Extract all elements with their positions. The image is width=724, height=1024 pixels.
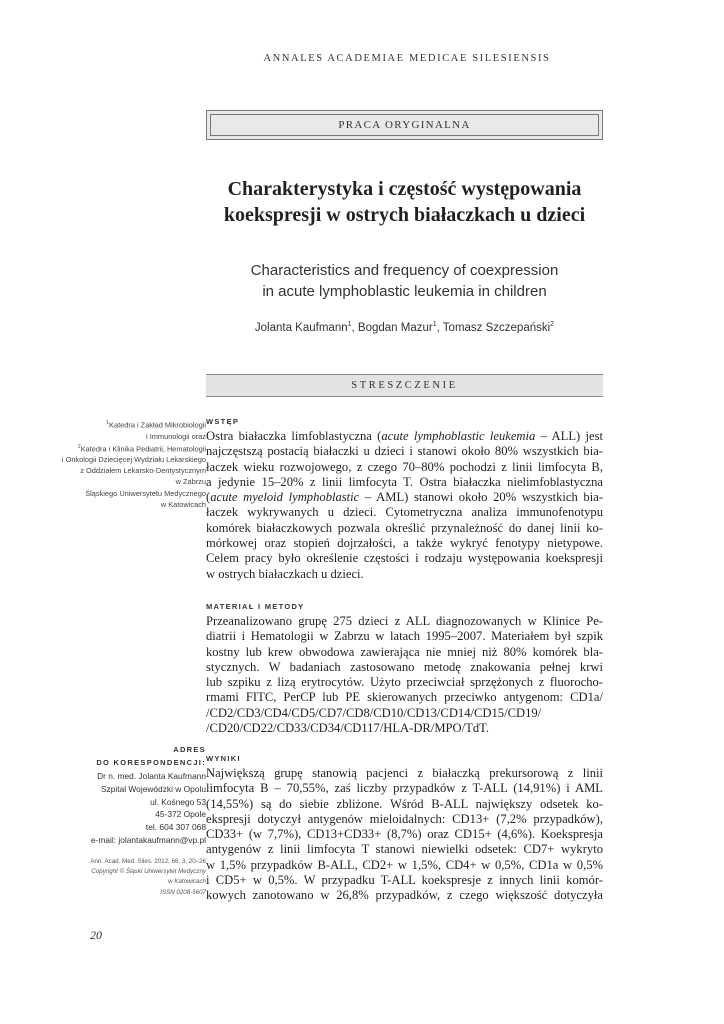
- section-heading: WSTĘP: [206, 417, 240, 426]
- text-line: Celem pracy było określenie częstości i rodzaju występowania koekspresji: [206, 551, 603, 566]
- correspondence-line: ul. Kośnego 53: [150, 796, 206, 807]
- text-line: /CD20/CD22/CD33/CD34/CD117/HLA-DR/MPO/TdT.: [206, 721, 490, 736]
- correspondence-address: [91, 770, 206, 847]
- text-line: Ostra białaczka limfoblastyczna (acute lymphoblastic leukemia – ALL) jest: [206, 429, 603, 443]
- text-line: mórkowej oraz stopień dojrzałości, a także wykryć fenotypy nietypowe.: [206, 536, 603, 551]
- text-line: łaczek wieku rozwojowego, z czego 70–80% pochodzi z linii limfocyta B,: [206, 459, 603, 474]
- section-paragraph: [206, 614, 603, 736]
- text-line: /CD2/CD3/CD4/CD5/CD7/CD8/CD10/CD13/CD14/CD15/CD19/: [206, 705, 542, 720]
- correspondence-heading-line: DO KORESPONDENCJI:: [96, 758, 206, 767]
- correspondence-heading: [96, 743, 206, 769]
- correspondence-line: 45-372 Opole: [155, 809, 206, 820]
- section-paragraph: [206, 766, 603, 904]
- author-name: Bogdan Mazur: [357, 321, 433, 334]
- title-polish: [206, 176, 603, 228]
- affiliation-mark: 1: [106, 420, 110, 426]
- text-line: Największą grupę stanowią pacjenci z białaczką prekursorową z linii: [206, 766, 603, 780]
- issn-line: ISSN 0208-5607: [160, 888, 206, 896]
- text-line: kowych zanotowano w 26,8% przypadków, z czego większość dotyczyła: [206, 888, 603, 903]
- author-affiliation-mark: 1: [432, 321, 437, 328]
- author-name: Jolanta Kaufmann: [254, 321, 348, 334]
- abstract-label-bar: STRESZCZENIE: [206, 374, 603, 397]
- affiliation-line: w Katowicach: [160, 499, 206, 509]
- text-line: łaczek wykrywanych u dzieci. Cytometryczna analiza immunofenotypu: [206, 505, 603, 520]
- text-line: komórek białaczkowych pozwala określić przynależność do danej linii ko-: [206, 520, 603, 535]
- section-heading: MATERIAŁ I METODY: [206, 602, 305, 611]
- title-english-line: in acute lymphoblastic leukemia in children: [262, 283, 547, 300]
- author-list: [206, 321, 603, 334]
- text-line: stycznych. W badaniach zastosowano metodę znakowania pełnej krwi: [206, 659, 603, 674]
- text-line: i CD5+ w 0,5%. W przypadku T-ALL koekspresje z innych linii komór-: [206, 873, 603, 888]
- affiliation-line: i Immunologii oraz: [146, 431, 206, 441]
- correspondence-line: tel. 604 307 068: [145, 822, 206, 833]
- correspondence-line: e-mail: jolantakaufmann@vp.pl: [90, 834, 206, 845]
- correspondence-line: Szpital Wojewódzki w Opolu: [100, 783, 206, 794]
- author-affiliation-mark: 2: [550, 321, 555, 328]
- title-english: [206, 260, 603, 302]
- correspondence-line: Dr n. med. Jolanta Kaufmann: [97, 771, 206, 781]
- title-english-line: Characteristics and frequency of coexpression: [250, 262, 559, 279]
- section-heading: WYNIKI: [206, 754, 241, 763]
- title-polish-line: koekspresji w ostrych białaczkach u dzieci: [223, 204, 586, 226]
- text-line: w ostrych białaczkach u dzieci.: [206, 566, 364, 581]
- text-line: ekspresji dotyczył antygenów mieloidalnych: CD13+ (7,2% przypadków),: [206, 811, 603, 826]
- affiliation-line: i Onkologii Dziecięcej Wydziału Lekarskiego: [61, 455, 206, 465]
- text-line: najczęstszą postacią białaczki u dzieci i stanowi około 80% wszystkich bia-: [206, 444, 603, 459]
- citation-block: [90, 857, 206, 898]
- citation-line: Ann. Acad. Med. Siles. 2012, 66, 3, 20–26: [90, 858, 206, 865]
- text-line: kostny lub krew obwodowa zawierająca nie mniej niż 80% komórek bla-: [206, 644, 603, 659]
- copyright-line: Copyright © Śląski Uniwersytet Medyczny: [91, 868, 206, 876]
- text-line: lub szpiku z lizą erytrocytów. Użyto przeciwciał sprzężonych z fluorocho-: [206, 675, 603, 690]
- text-line: (14,55%) są do siebie zbliżone. Wśród B-ALL największy odsetek ko-: [206, 796, 603, 811]
- text-line: w 1,5% przypadków B-ALL, CD2+ w 1,5%, CD4+ w 0,5%, CD1a w 0,5%: [206, 857, 603, 872]
- text-line: diatrii i Hematologii w Zabrzu w latach 1995–2007. Materiałem był szpik: [206, 629, 603, 644]
- text-line: CD33+ (w 7,7%), CD13+CD33+ (8,7%) oraz CD15+ (4,6%). Koekspresja: [206, 827, 603, 842]
- copyright-line: w Katowicach: [168, 878, 206, 886]
- article-type-box: [206, 110, 603, 140]
- author-separator: ,: [436, 321, 443, 334]
- affiliation-line: Śląskiego Uniwersytetu Medycznego: [85, 488, 206, 498]
- text-line: a jedynie 15–20% z linii limfocyta T. Ostra białaczka nielimfoblastyczna: [206, 474, 603, 489]
- page-number: 20: [90, 928, 102, 942]
- text-line: limfocyta B – 70,55%, zaś liczby przypadków z T-ALL (14,91%) i AML: [206, 781, 603, 796]
- correspondence-heading-line: ADRES: [173, 745, 206, 754]
- affiliation-line: $^1$Katedra i Zakład Mikrobiologii: [106, 420, 206, 430]
- journal-header: ANNALES ACADEMIAE MEDICAE SILESIENSIS: [263, 53, 551, 64]
- affiliation-line: w Zabrzu: [175, 477, 206, 487]
- text-line: (acute myeloid lymphoblastic – AML) stanowi około 20% wszystkich bia-: [206, 490, 604, 505]
- author-name: Tomasz Szczepański: [442, 321, 551, 334]
- article-type-label: PRACA ORYGINALNA: [210, 114, 599, 136]
- affiliation-line: z Oddziałem Lekarsko-Dentystycznym: [80, 466, 206, 476]
- affiliation-line: $^2$Katedra i Klinika Pediatrii, Hematologii: [77, 443, 206, 454]
- text-line: Przeanalizowano grupę 275 dzieci z ALL diagnozowanych w Klinice Pe-: [206, 614, 603, 628]
- author-separator: ,: [351, 321, 358, 334]
- text-line: rmami FITC, PerCP lub PE skierowanych przeciwko antygenom: CD1a/: [206, 690, 603, 705]
- affiliation-mark: 2: [77, 443, 81, 450]
- section-paragraph: [206, 429, 603, 582]
- affiliations: [36, 418, 206, 510]
- text-line: antygenów z linii limfocyta T stanowi niewielki odsetek: CD7+ wykryto: [206, 842, 603, 857]
- author-affiliation-mark: 1: [347, 321, 352, 328]
- title-polish-line: Charakterystyka i częstość występowania: [227, 178, 582, 200]
